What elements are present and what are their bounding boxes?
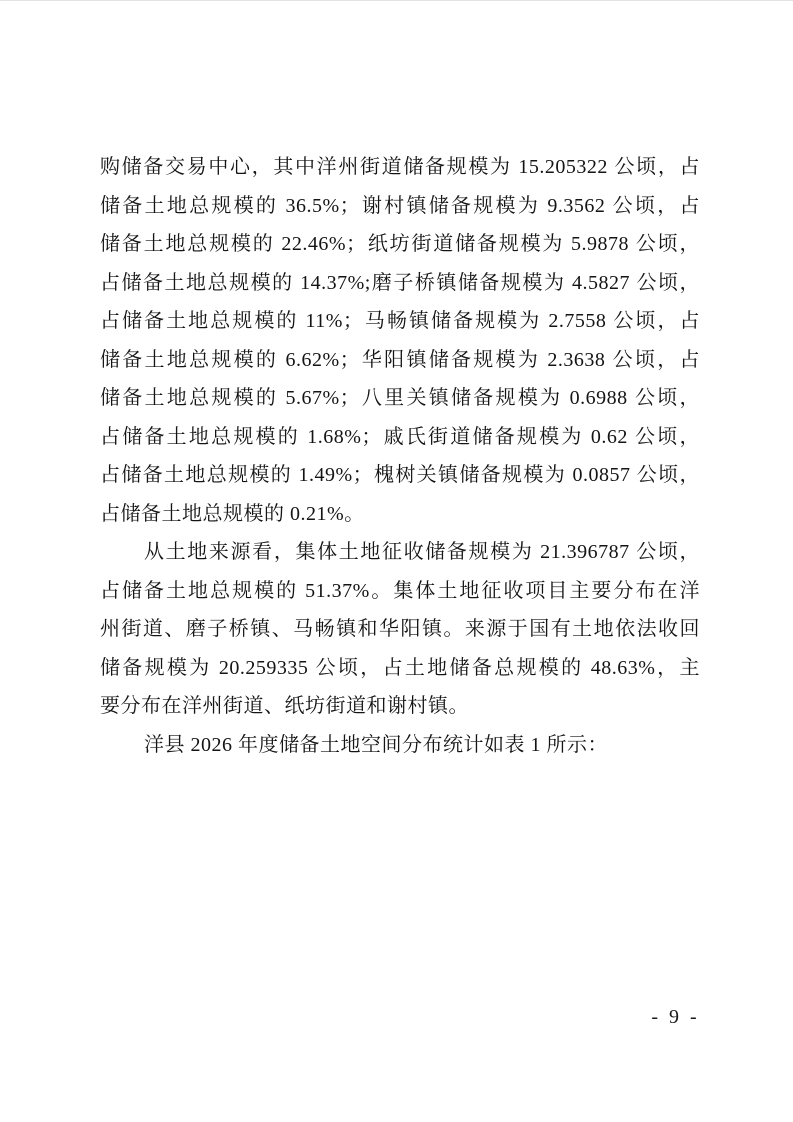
text-line: 占储备土地总规模的 11%；马畅镇储备规模为 2.7558 公顷，占 bbox=[100, 310, 700, 332]
text-line: 占储备土地总规模的 1.49%；槐树关镇储备规模为 0.0857 公顷， bbox=[100, 464, 700, 486]
text-line: 储备规模为 20.259335 公顷，占土地储备总规模的 48.63%，主 bbox=[100, 656, 700, 679]
text-line: 州街道、磨子桥镇、马畅镇和华阳镇。来源于国有土地依法收回 bbox=[100, 618, 700, 640]
text-line: 洋县 2026 年度储备土地空间分布统计如表 1 所示： bbox=[144, 733, 608, 756]
text-line: 占储备土地总规模的 0.21%。 bbox=[100, 502, 365, 525]
text-line: 从土地来源看，集体土地征收储备规模为 21.396787 公顷， bbox=[144, 541, 700, 563]
text-line: 储备土地总规模的 22.46%；纸坊街道储备规模为 5.9878 公顷， bbox=[100, 233, 700, 255]
paragraph-1 bbox=[100, 148, 700, 533]
text-line: 要分布在洋州街道、纸坊街道和谢村镇。 bbox=[100, 695, 469, 717]
text-line: 储备土地总规模的 5.67%；八里关镇储备规模为 0.6988 公顷， bbox=[100, 387, 700, 409]
body-text bbox=[100, 148, 700, 764]
text-line: 占储备土地总规模的 51.37%。集体土地征收项目主要分布在洋 bbox=[100, 579, 700, 602]
text-line: 储备土地总规模的 6.62%；华阳镇储备规模为 2.3638 公顷，占 bbox=[100, 348, 700, 371]
text-line: 占储备土地总规模的 14.37%;磨子桥镇储备规模为 4.5827 公顷， bbox=[100, 271, 700, 294]
page-number: - 9 - bbox=[651, 1006, 700, 1028]
text-line: 储备土地总规模的 36.5%；谢村镇储备规模为 9.3562 公顷，占 bbox=[100, 194, 700, 217]
text-line: 占储备土地总规模的 1.68%；戚氏街道储备规模为 0.62 公顷， bbox=[100, 425, 700, 448]
paragraph-3 bbox=[100, 726, 700, 765]
paragraph-2 bbox=[100, 533, 700, 726]
text-line: 购储备交易中心，其中洋州街道储备规模为 15.205322 公顷，占 bbox=[100, 156, 700, 178]
